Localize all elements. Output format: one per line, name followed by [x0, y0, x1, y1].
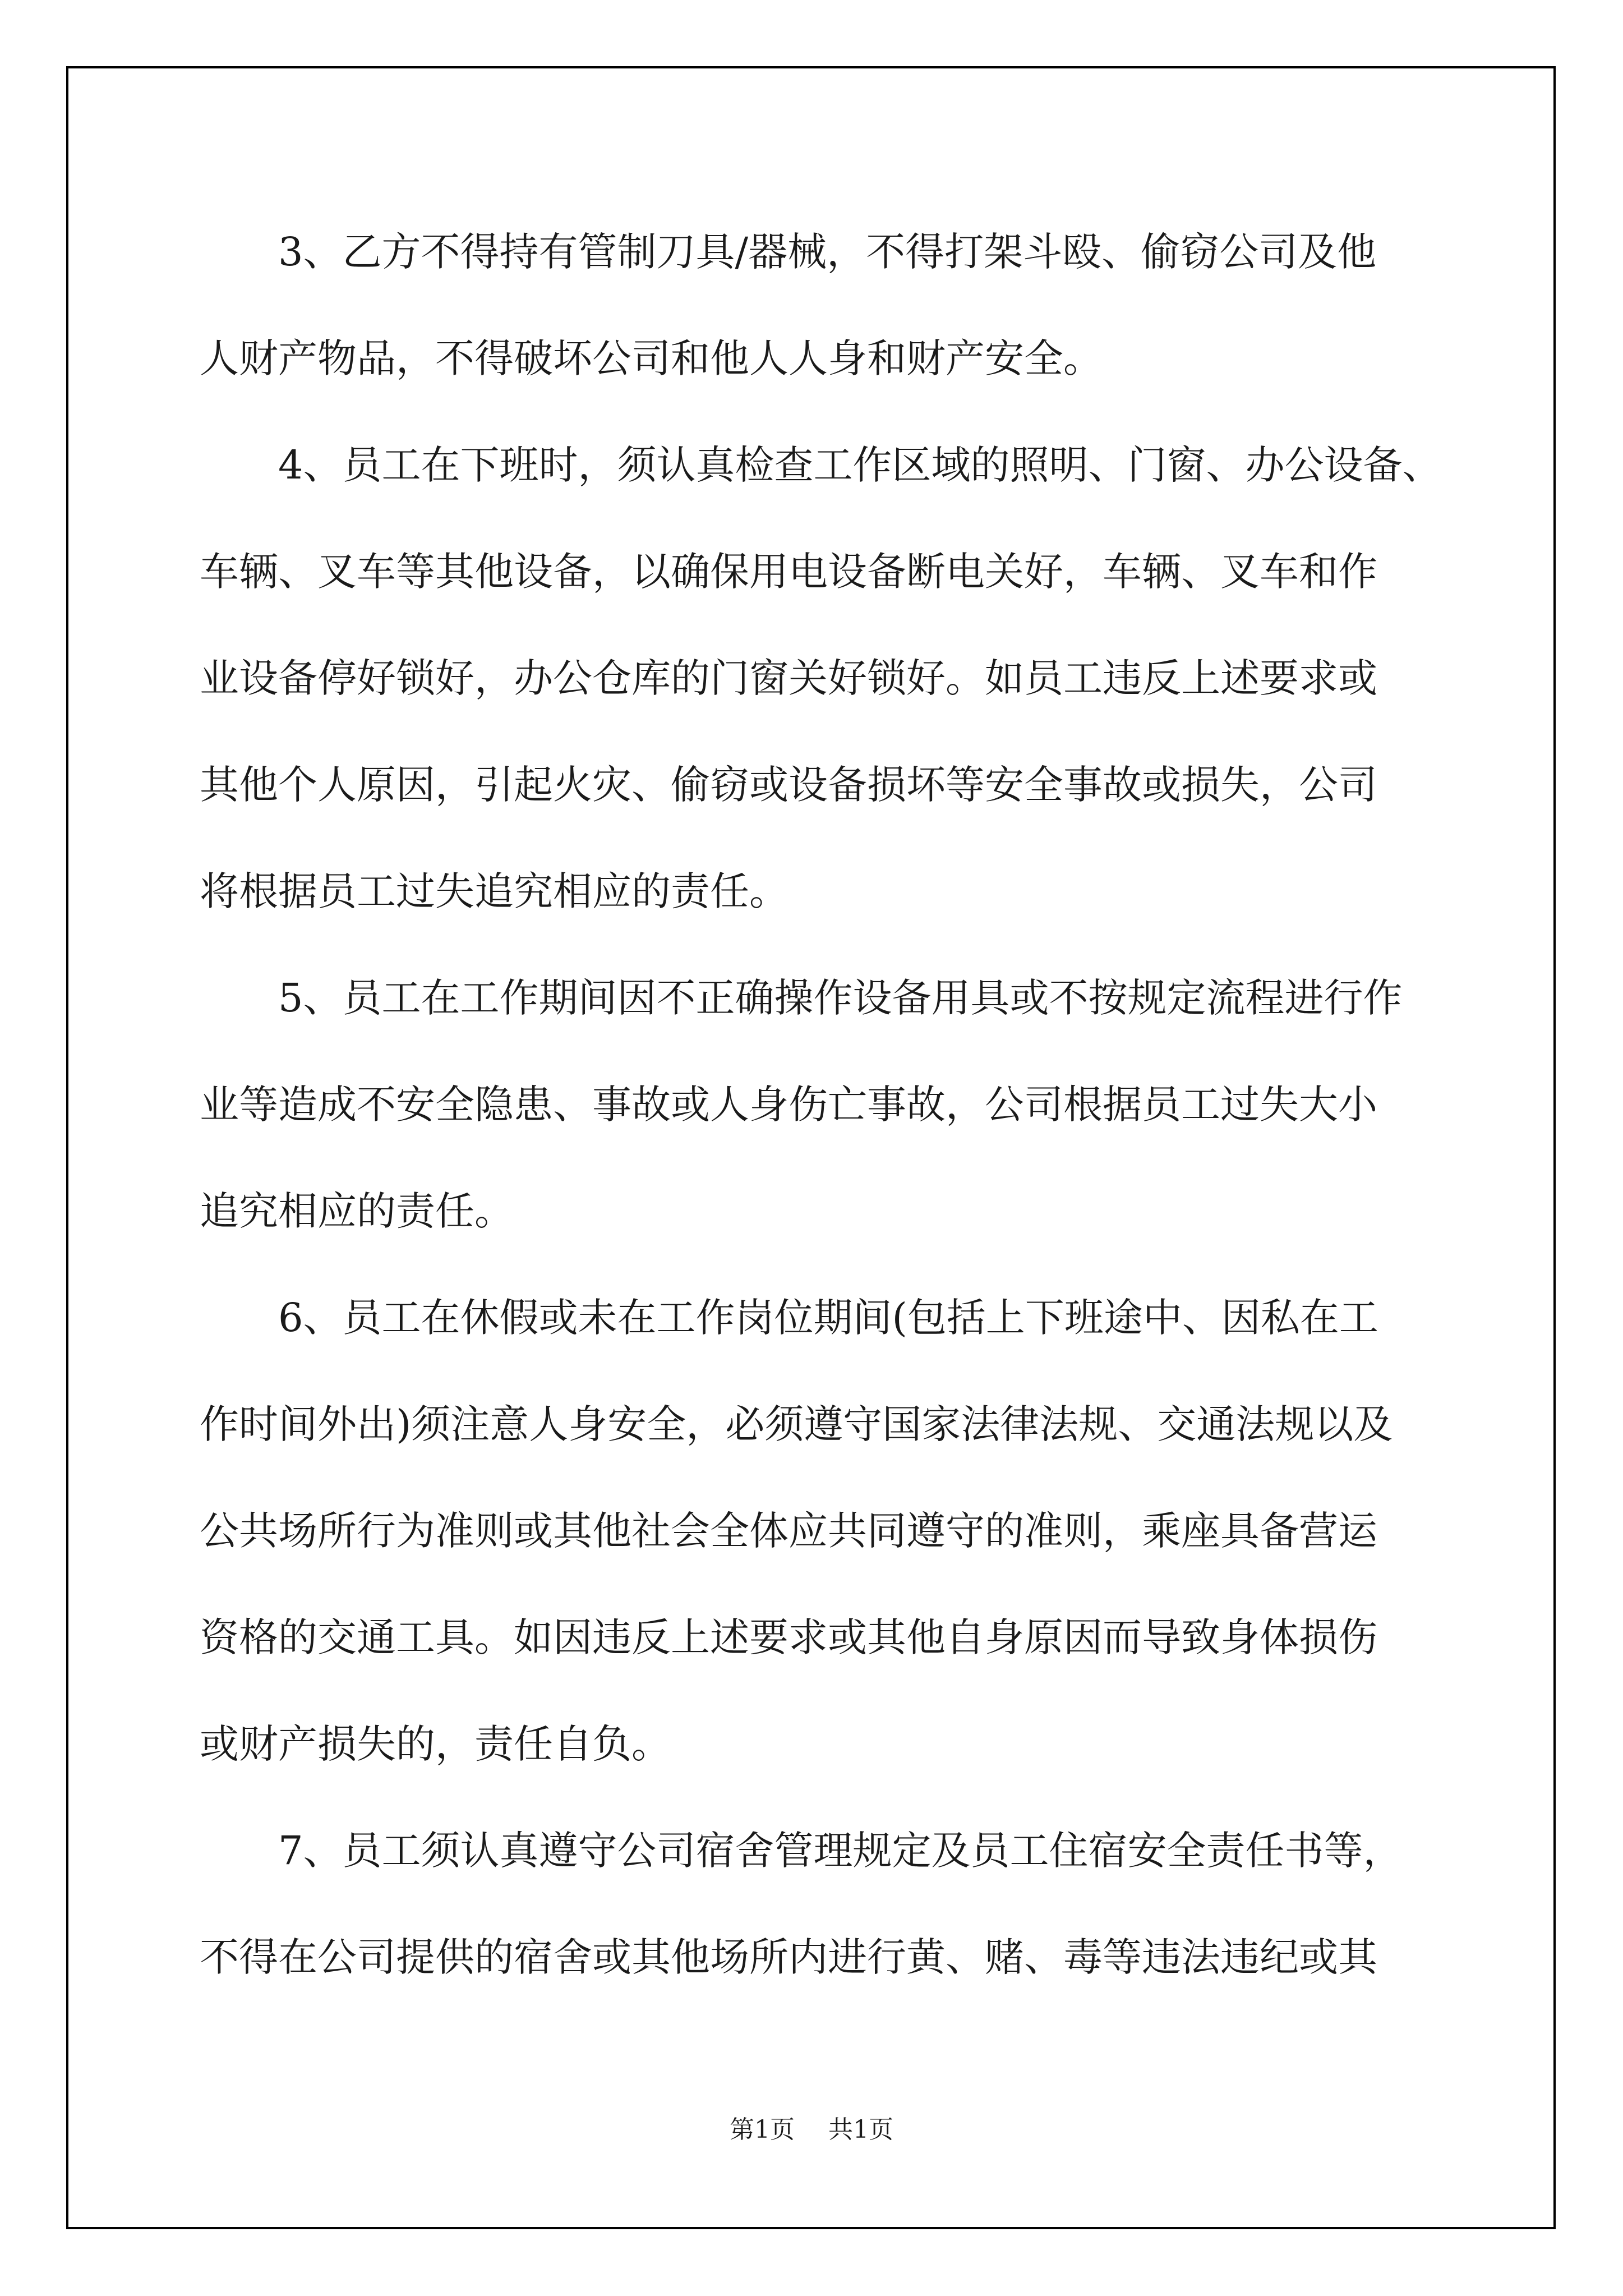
paragraph-5-line-3: 追究相应的责任。 [200, 1188, 514, 1234]
paragraph-7-line-1: 7、员工须认真遵守公司宿舍管理规定及员工住宿安全责任书等， [278, 1828, 1403, 1874]
page-number-current: 第1页 [730, 2115, 795, 2144]
document-body [200, 218, 1442, 2030]
page-number-total: 共1页 [828, 2115, 893, 2144]
paragraph-6-line-5: 或财产损失的，责任自负。 [200, 1721, 671, 1767]
paragraph-5-line-2: 业等造成不安全隐患、事故或人身伤亡事故，公司根据员工过失大小 [200, 1082, 1377, 1128]
paragraph-5-line-1: 5、员工在工作期间因不正确操作设备用具或不按规定流程进行作 [278, 975, 1403, 1021]
paragraph-7-line-2: 不得在公司提供的宿舍或其他场所内进行黄、赌、毒等违法违纪或其 [200, 1934, 1377, 1980]
paragraph-3-line-1: 3、乙方不得持有管制刀具/器械，不得打架斗殴、偷窃公司及他 [278, 229, 1377, 275]
paragraph-4-line-2: 车辆、叉车等其他设备，以确保用电设备断电关好，车辆、叉车和作 [200, 549, 1377, 595]
paragraph-4-line-5: 将根据员工过失追究相应的责任。 [200, 868, 789, 914]
paragraph-6-line-1: 6、员工在休假或未在工作岗位期间(包括上下班途中、因私在工 [278, 1295, 1378, 1341]
paragraph-4-line-1: 4、员工在下班时，须认真检查工作区域的照明、门窗、办公设备、 [278, 442, 1442, 488]
page-footer [0, 2109, 1623, 2145]
paragraph-6-line-3: 公共场所行为准则或其他社会全体应共同遵守的准则，乘座具备营运 [200, 1508, 1377, 1554]
paragraph-3-line-2: 人财产物品，不得破坏公司和他人人身和财产安全。 [200, 335, 1103, 381]
paragraph-6-line-2: 作时间外出)须注意人身安全，必须遵守国家法律法规、交通法规以及 [200, 1401, 1393, 1447]
paragraph-6-line-4: 资格的交通工具。如因违反上述要求或其他自身原因而导致身体损伤 [200, 1614, 1377, 1660]
paragraph-4-line-4: 其他个人原因，引起火灾、偷窃或设备损坏等安全事故或损失，公司 [200, 762, 1377, 808]
paragraph-4-line-3: 业设备停好锁好，办公仓库的门窗关好锁好。如员工违反上述要求或 [200, 655, 1377, 701]
